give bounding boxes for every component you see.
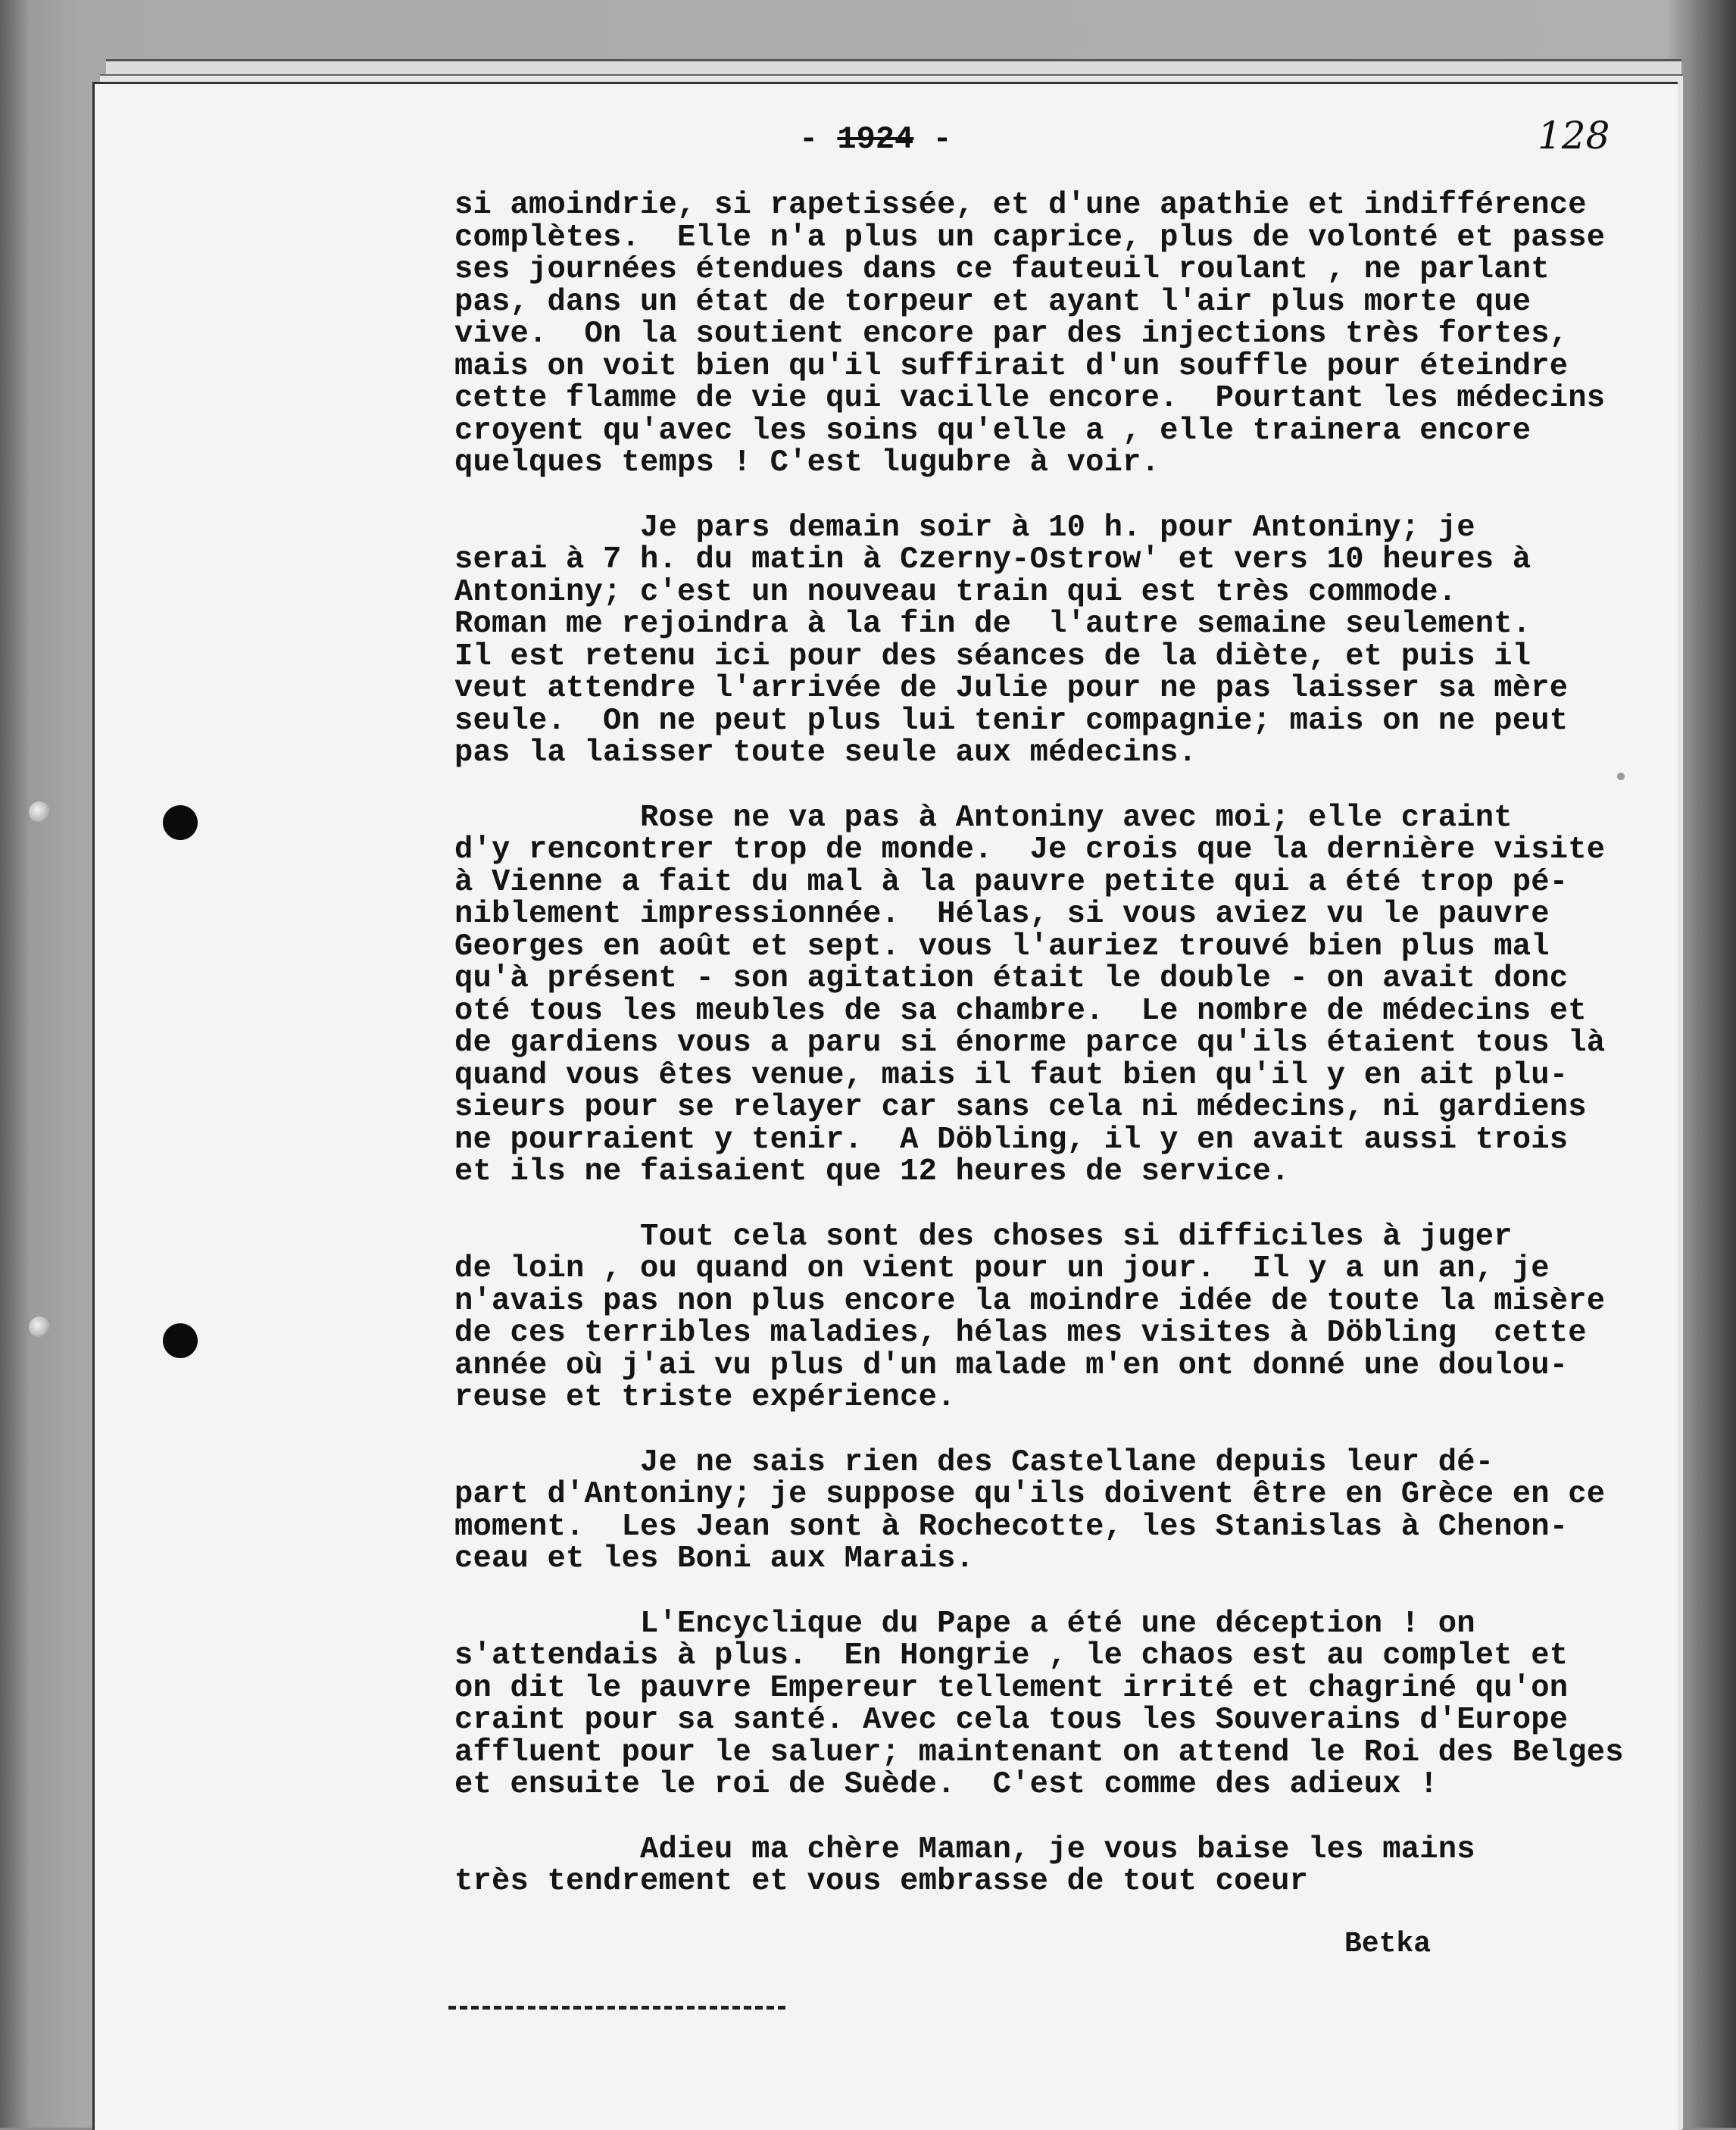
text-line: ne pourraient y tenir. A Döbling, il y en avait aussi trois — [454, 1122, 1569, 1157]
signature: Betka — [1344, 1928, 1432, 1960]
text-line: quelques temps ! C'est lugubre à voir. — [454, 445, 1160, 480]
text-line: s'attendais à plus. En Hongrie , le chaos est au complet et — [454, 1638, 1569, 1673]
text-line: très tendrement et vous embrasse de tout coeur — [454, 1864, 1309, 1899]
text-line: mais on voit bien qu'il suffirait d'un souffle pour éteindre — [454, 348, 1569, 384]
text-line: pas, dans un état de torpeur et ayant l'air plus morte que — [454, 284, 1531, 320]
text-line: de loin , ou quand on vient pour un jour. Il y a un an, je — [454, 1251, 1550, 1286]
text-line: complètes. Elle n'a plus un caprice, plus de volonté et passe — [454, 220, 1606, 255]
header-suffix: - — [913, 121, 952, 158]
text-line: seule. On ne peut plus lui tenir compagnie; mais on ne peut — [454, 703, 1569, 739]
text-line: Je ne sais rien des Castellane depuis leur dé- — [454, 1444, 1494, 1480]
letter-paragraph — [454, 1834, 1666, 1898]
binder-ring-icon — [29, 801, 50, 823]
text-line: de gardiens vous a paru si énorme parce qu'ils étaient tous là — [454, 1026, 1606, 1060]
letter-paragraph — [454, 802, 1666, 1188]
text-line: qu'à présent - son agitation était le double - on avait donc — [454, 961, 1569, 996]
letter-paragraph — [454, 189, 1666, 479]
text-line: vive. On la soutient encore par des injections très fortes, — [454, 317, 1569, 351]
text-line: craint pour sa santé. Avec cela tous les Souverains d'Europe — [454, 1703, 1569, 1738]
text-line: n'avais pas non plus encore la moindre idée de toute la misère — [454, 1283, 1606, 1319]
text-line: L'Encyclique du Pape a été une déception ! on — [454, 1606, 1475, 1641]
text-line: Il est retenu ici pour des séances de la diète, et puis il — [454, 639, 1531, 674]
binder-ring-icon — [29, 1316, 50, 1338]
text-line: si amoindrie, si rapetissée, et d'une apathie et indifférence — [454, 188, 1587, 223]
text-line: année où j'ai vu plus d'un malade m'en ont donné une doulou- — [454, 1348, 1569, 1383]
text-line: à Vienne a fait du mal à la pauvre petite qui a été trop pé- — [454, 864, 1569, 900]
header-prefix: - — [799, 121, 838, 158]
letter-body — [454, 189, 1666, 1931]
text-line: moment. Les Jean sont à Rochecotte, les Stanislas à Chenon- — [454, 1509, 1569, 1544]
text-line: d'y rencontrer trop de monde. Je crois que la dernière visite — [454, 832, 1606, 867]
text-line: cette flamme de vie qui vacille encore. Pourtant les médecins — [454, 381, 1606, 416]
letter-paragraph — [454, 512, 1666, 770]
text-line: Rose ne va pas à Antoniny avec moi; elle craint — [454, 800, 1513, 835]
struck-year: 1924 — [837, 121, 914, 158]
text-line: on dit le pauvre Empereur tellement irrité et chagriné qu'on — [454, 1670, 1569, 1706]
punch-hole — [163, 1323, 198, 1358]
text-line: affluent pour le saluer; maintenant on attend le Roi des Belges — [454, 1735, 1624, 1770]
text-line: Roman me rejoindra à la fin de l'autre semaine seulement. — [454, 607, 1531, 642]
folio-number: 128 — [1538, 114, 1610, 158]
letter-paragraph — [454, 1221, 1666, 1414]
punch-hole — [163, 805, 198, 840]
text-line: serai à 7 h. du matin à Czerny-Ostrow' et vers 10 heures à — [454, 542, 1531, 577]
text-line: quand vous êtes venue, mais il faut bien qu'il y en ait plu- — [454, 1057, 1569, 1093]
text-line: pas la laisser toute seule aux médecins. — [454, 736, 1197, 770]
text-line: ses journées étendues dans ce fauteuil roulant , ne parlant — [454, 252, 1550, 287]
text-line: niblement impressionnée. Hélas, si vous aviez vu le pauvre — [454, 897, 1550, 932]
text-line: veut attendre l'arrivée de Julie pour ne pas laisser sa mère — [454, 671, 1569, 706]
text-line: Je pars demain soir à 10 h. pour Antoniny; je — [454, 510, 1475, 545]
text-line: Georges en août et sept. vous l'auriez trouvé bien plus mal — [454, 929, 1550, 964]
closing-rule — [448, 2006, 785, 2010]
text-line: sieurs pour se relayer car sans cela ni médecins, ni gardiens — [454, 1090, 1587, 1125]
text-line: Tout cela sont des choses si difficiles à juger — [454, 1219, 1513, 1254]
page-header — [799, 121, 952, 158]
text-line: et ensuite le roi de Suède. C'est comme des adieux ! — [454, 1767, 1438, 1802]
text-line: et ils ne faisaient que 12 heures de service. — [454, 1154, 1290, 1189]
text-line: croyent qu'avec les soins qu'elle a , elle trainera encore — [454, 413, 1531, 448]
text-line: ceau et les Boni aux Marais. — [454, 1541, 975, 1576]
text-line: Antoniny; c'est un nouveau train qui est très commode. — [454, 574, 1457, 610]
text-line: Adieu ma chère Maman, je vous baise les mains — [454, 1832, 1475, 1867]
text-line: de ces terribles maladies, hélas mes visites à Döbling cette — [454, 1316, 1587, 1351]
text-line: oté tous les meubles de sa chambre. Le nombre de médecins et — [454, 993, 1587, 1029]
letter-paragraph — [454, 1444, 1666, 1576]
letter-paragraph — [454, 1608, 1666, 1801]
text-line: part d'Antoniny; je suppose qu'ils doivent être en Grèce en ce — [454, 1477, 1606, 1512]
text-line: reuse et triste expérience. — [454, 1380, 956, 1415]
